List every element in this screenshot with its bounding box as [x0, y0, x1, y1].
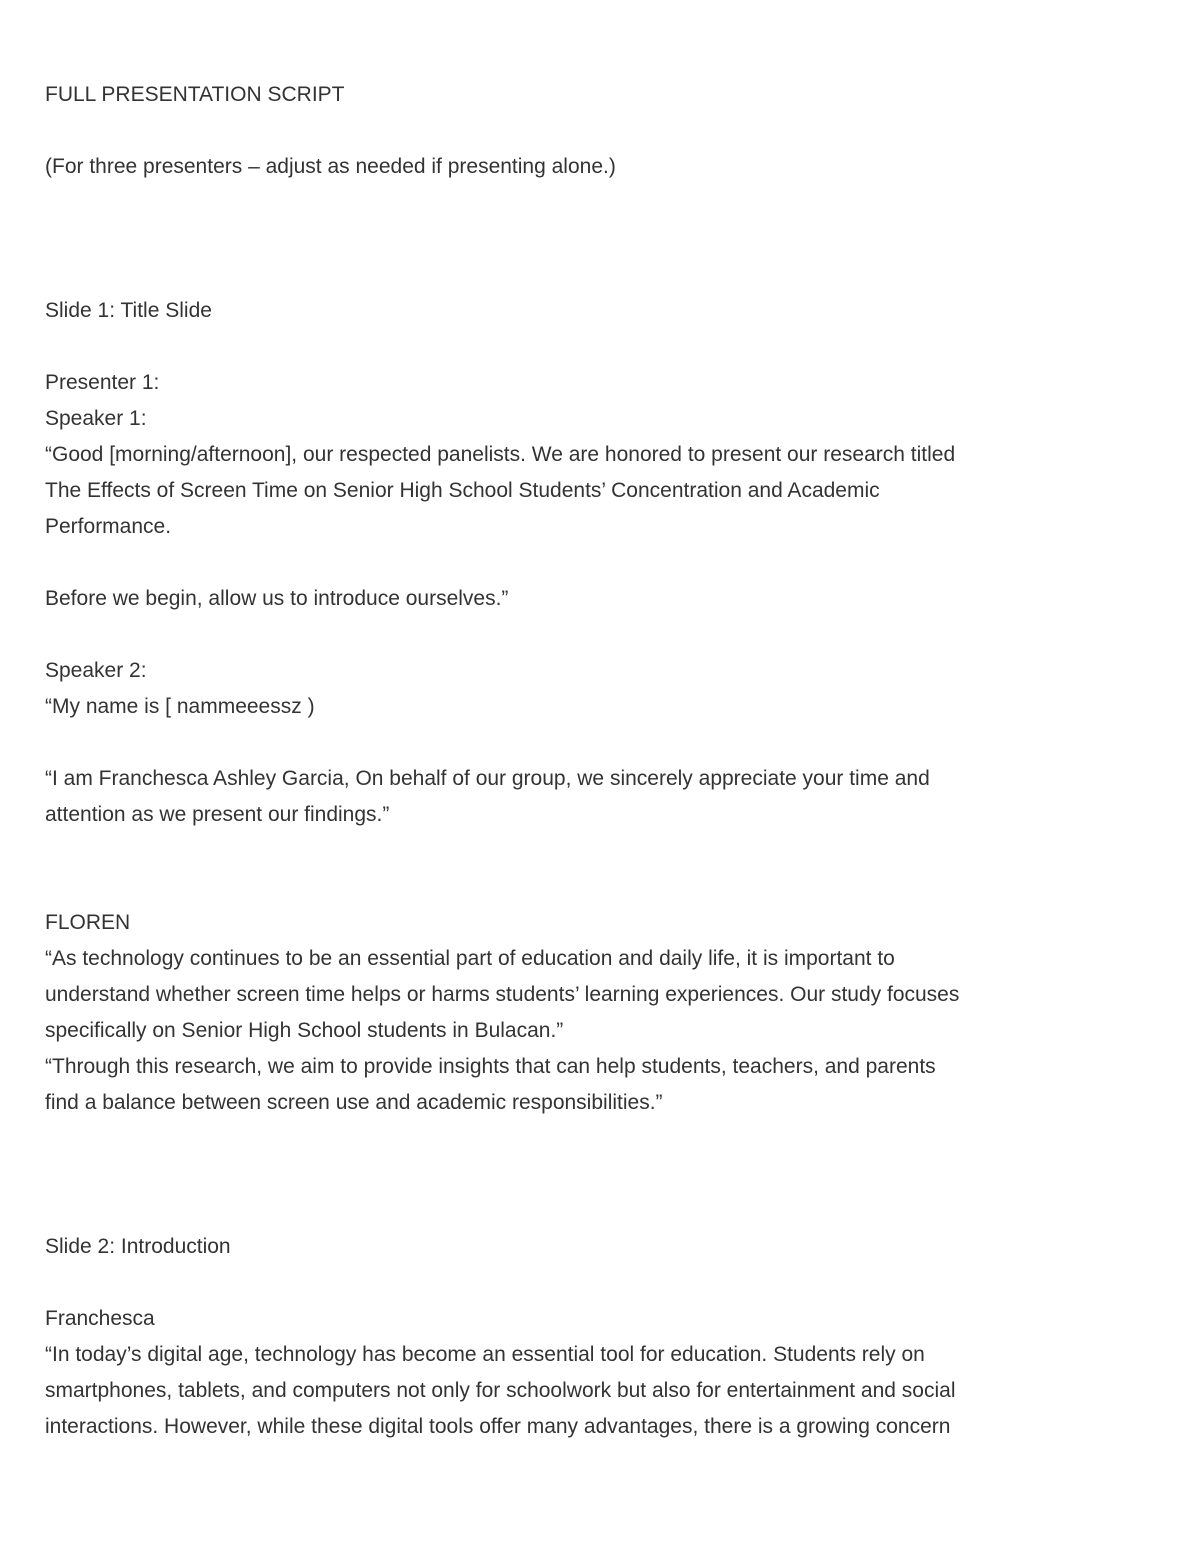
speaker1-closing: Before we begin, allow us to introduce ourselves.” [45, 587, 509, 610]
floren-text-line: find a balance between screen use and academic responsibilities.” [45, 1091, 663, 1114]
spacer [45, 185, 1155, 293]
floren-text-line: understand whether screen time helps or harms students’ learning experiences. Our study focuses [45, 983, 960, 1006]
document-title: FULL PRESENTATION SCRIPT [45, 83, 345, 106]
speaker1-text-line: “Good [morning/afternoon], our respected panelists. We are honored to present our research titled [45, 443, 956, 466]
spacer [45, 545, 1155, 581]
document-page [45, 77, 1155, 1445]
floren-label: FLOREN [45, 911, 131, 934]
speaker1-text-line: Performance. [45, 515, 172, 538]
speaker2-label: Speaker 2: [45, 659, 147, 682]
speaker1-text-line: The Effects of Screen Time on Senior High School Students’ Concentration and Academic [45, 479, 880, 502]
franchesca-text-line: “I am Franchesca Ashley Garcia, On behalf of our group, we sincerely appreciate your time and [45, 767, 930, 790]
spacer [45, 617, 1155, 653]
slide2-text-line: interactions. However, while these digital tools offer many advantages, there is a growing concern [45, 1415, 951, 1438]
spacer [45, 1121, 1155, 1229]
spacer [45, 113, 1155, 149]
spacer [45, 329, 1155, 365]
document-subtitle: (For three presenters – adjust as needed if presenting alone.) [45, 155, 616, 178]
spacer [45, 725, 1155, 761]
floren-text-line: “Through this research, we aim to provide insights that can help students, teachers, and parents [45, 1055, 936, 1078]
slide2-speaker-label: Franchesca [45, 1307, 155, 1330]
floren-text-line: specifically on Senior High School students in Bulacan.” [45, 1019, 564, 1042]
slide2-text-line: “In today’s digital age, technology has become an essential tool for education. Students rely on [45, 1343, 925, 1366]
slide2-text-line: smartphones, tablets, and computers not only for schoolwork but also for entertainment and social [45, 1379, 956, 1402]
speaker2-text: “My name is [ nammeeessz ) [45, 695, 315, 718]
slide2-heading: Slide 2: Introduction [45, 1235, 231, 1258]
presenter-label: Presenter 1: [45, 371, 160, 394]
speaker1-label: Speaker 1: [45, 407, 147, 430]
franchesca-text-line: attention as we present our findings.” [45, 803, 390, 826]
spacer [45, 833, 1155, 905]
slide1-heading: Slide 1: Title Slide [45, 299, 212, 322]
spacer [45, 1265, 1155, 1301]
floren-text-line: “As technology continues to be an essential part of education and daily life, it is important to [45, 947, 895, 970]
